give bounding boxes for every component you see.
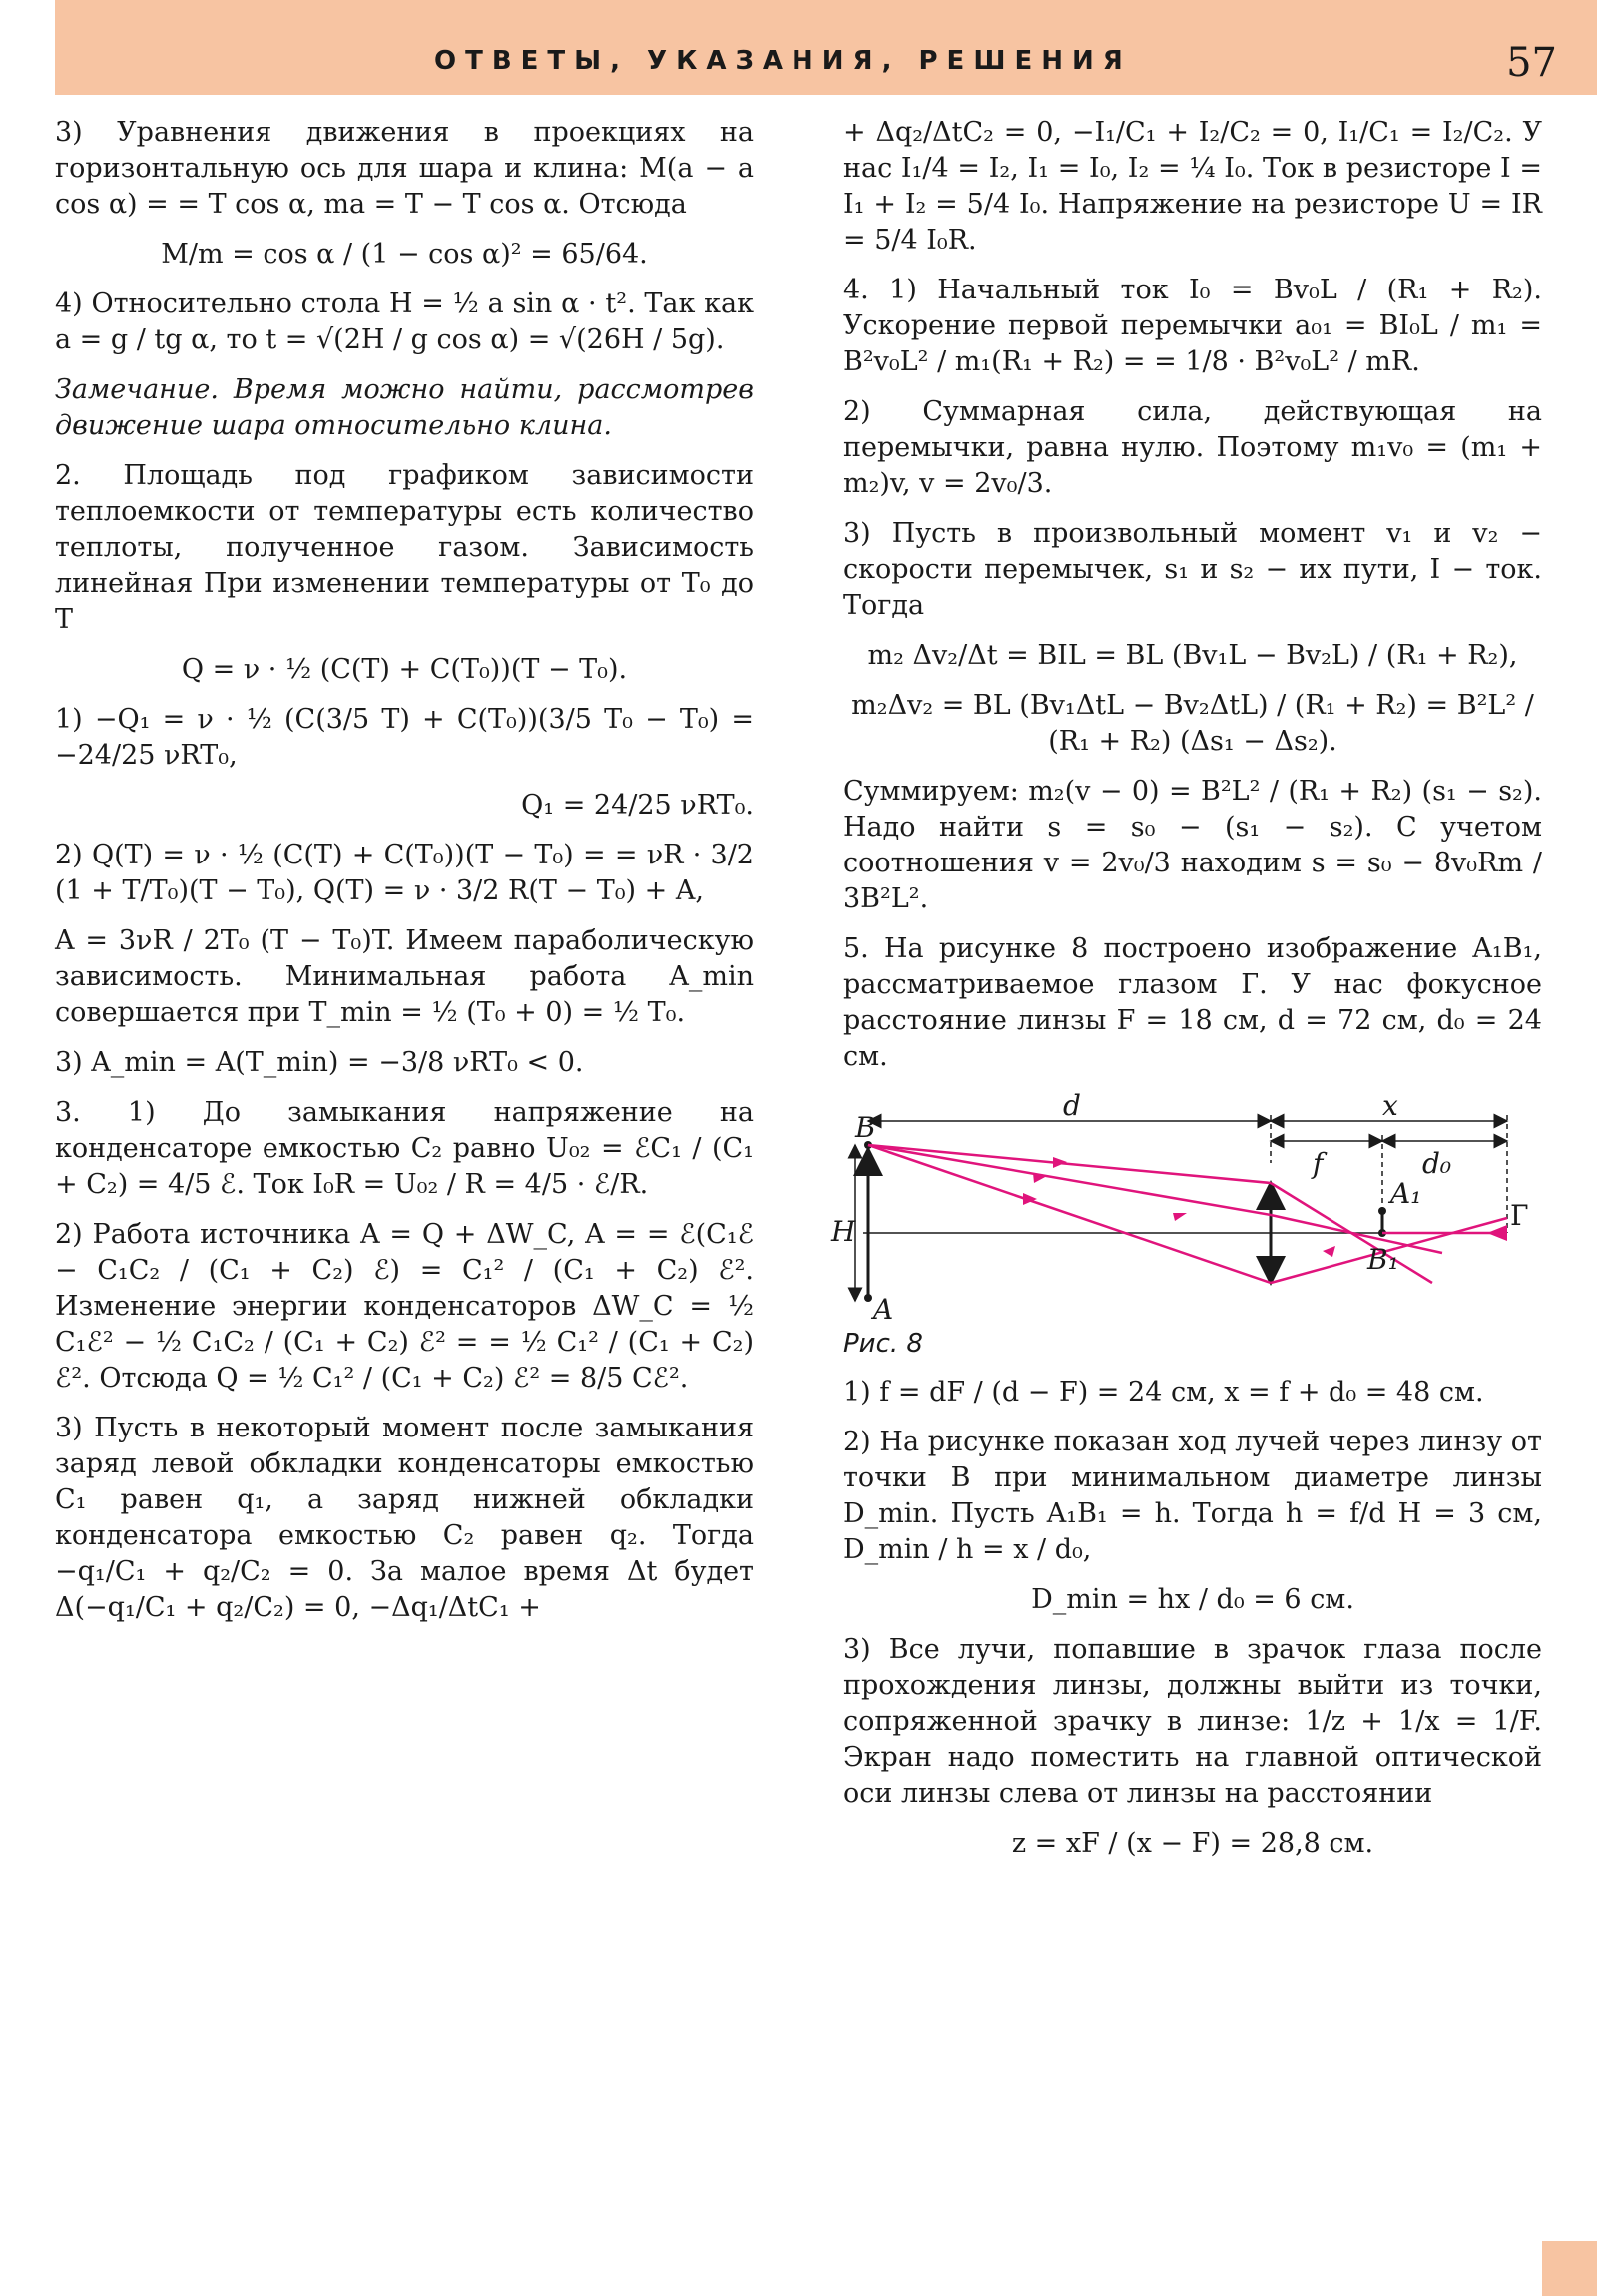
- problem-4-part-3: 3) Пусть в произвольный момент v₁ и v₂ − скорости перемычек, s₁ и s₂ − их пути, I − ток. Тогда: [843, 518, 1542, 621]
- problem-3-part-3: 3) Пусть в некоторый момент после замыкания заряд левой обкладки конденсаторы емкостью C₁ равен q₁, а заряд нижней обкладки конденсатора емкостью C₂ равен q₂. Тогда −q₁/C₁ + q₂/C₂ = 0. За малое время Δt будет Δ(−q₁/C₁ + q₂/C₂) = 0, −Δq₁/ΔtC₁ +: [55, 1413, 754, 1623]
- running-title: ОТВЕТЫ, УКАЗАНИЯ, РЕШЕНИЯ: [434, 46, 1132, 76]
- problem-5-part-2: 2) На рисунке показан ход лучей через линзу от точки B при минимальном диаметре линзы D_min. Пусть A₁B₁ = h. Тогда h = f/d H = 3 см, D_min / h = x / d₀,: [843, 1427, 1542, 1565]
- problem-5-part-1: 1) f = dF / (d − F) = 24 см, x = f + d₀ = 48 см.: [843, 1377, 1484, 1408]
- formula-force: m₂ Δv₂/Δt = BIL = BL (Bv₁L − Bv₂L) / (R₁ + R₂),: [867, 640, 1518, 671]
- remark: Замечание. Время можно найти, рассмотрев движение шара относительно клина.: [55, 374, 754, 441]
- formula-dmin: D_min = hx / d₀ = 6 см.: [1031, 1584, 1354, 1615]
- optics-figure: [831, 1089, 1542, 1326]
- label-f: f: [1313, 1147, 1324, 1180]
- left-column: [55, 115, 754, 1640]
- problem-2-part-2: 2) Q(T) = ν · ½ (C(T) + C(T₀))(T − T₀) = = νR · 3/2 (1 + T/T₀)(T − T₀), Q(T) = ν · 3/2 R(T − T₀) + A,: [55, 840, 754, 906]
- problem-5-part-3: 3) Все лучи, попавшие в зрачок глаза после прохождения линзы, должны выйти из точки, сопряженной зрачку в линзе: 1/z + 1/x = 1/F. Экран надо поместить на главной оптической оси линзы слева от линзы на расстоянии: [843, 1634, 1542, 1809]
- label-x: x: [1382, 1089, 1398, 1122]
- label-d0: d₀: [1422, 1147, 1452, 1180]
- problem-2-part-3: 3) A_min = A(T_min) = −3/8 νRT₀ < 0.: [55, 1047, 584, 1078]
- point-a1: [1378, 1207, 1386, 1215]
- problem-4-sum: Суммируем: m₂(v − 0) = B²L² / (R₁ + R₂) (s₁ − s₂). Надо найти s = s₀ − (s₁ − s₂). С учетом соотношения v = 2v₀/3 находим s = s₀ − 8v₀Rm / 3B²L².: [843, 776, 1542, 914]
- label-a: A: [873, 1293, 894, 1326]
- problem-4-part-2: 2) Суммарная сила, действующая на перемычки, равна нулю. Поэтому m₁v₀ = (m₁ + m₂)v, v = 2v₀/3.: [843, 396, 1542, 499]
- problem-1-part-3: 3) Уравнения движения в проекциях на горизонтальную ось для шара и клина: M(a − a cos α) = = T cos α, ma = T − T cos α. Отсюда: [55, 117, 754, 220]
- formula-momentum: m₂Δv₂ = BL (Bv₁ΔtL − Bv₂ΔtL) / (R₁ + R₂) = B²L² / (R₁ + R₂) (Δs₁ − Δs₂).: [851, 690, 1534, 757]
- ray-arrows: [1023, 1157, 1335, 1257]
- eye-symbol: [1487, 1225, 1507, 1241]
- label-d: d: [1063, 1089, 1081, 1122]
- problem-5-intro: 5. На рисунке 8 построено изображение A₁B₁, рассматриваемое глазом Г. У нас фокусное расстояние линзы F = 18 см, d = 72 см, d₀ = 24 см.: [843, 933, 1542, 1072]
- label-h: H: [831, 1215, 856, 1248]
- point-a: [864, 1294, 872, 1302]
- formula-z: z = xF / (x − F) = 28,8 см.: [1011, 1828, 1374, 1859]
- formula-q1: Q₁ = 24/25 νRT₀.: [521, 790, 754, 821]
- problem-2-intro: 2. Площадь под графиком зависимости теплоемкости от температуры есть количество теплоты, полученное газом. Зависимость линейная При изменении температуры от T₀ до T: [55, 460, 754, 635]
- problem-2-work: A = 3νR / 2T₀ (T − T₀)T. Имеем параболическую зависимость. Минимальная работа A_min совершается при T_min = ½ (T₀ + 0) = ½ T₀.: [55, 925, 754, 1028]
- formula-mass-ratio: M/m = cos α / (1 − cos α)² = 65/64.: [161, 239, 648, 270]
- page-header: [55, 0, 1597, 95]
- label-b: B: [855, 1111, 876, 1144]
- problem-3-continued: + Δq₂/ΔtC₂ = 0, −I₁/C₁ + I₂/C₂ = 0, I₁/C₁ = I₂/C₂. У нас I₁/4 = I₂, I₁ = I₀, I₂ = ¼ I₀. Ток в резисторе I = I₁ + I₂ = 5/4 I₀. Напряжение на резисторе U = IR = 5/4 I₀R.: [843, 117, 1542, 256]
- problem-1-part-4: 4) Относительно стола H = ½ a sin α · t². Так как a = g / tg α, то t = √(2H / g cos α) = √(26H / 5g).: [55, 288, 754, 355]
- problem-3-part-2: 2) Работа источника A = Q + ΔW_C, A = = ℰ(C₁ℰ − C₁C₂ / (C₁ + C₂) ℰ) = C₁² / (C₁ + C₂) ℰ². Изменение энергии конденсаторов ΔW_C = ½ C₁ℰ² − ½ C₁C₂ / (C₁ + C₂) ℰ² = = ½ C₁² / (C₁ + C₂) ℰ². Отсюда Q = ½ C₁² / (C₁ + C₂) ℰ² = 8/5 Cℰ².: [55, 1219, 754, 1394]
- ray-diagram: [831, 1089, 1542, 1326]
- label-eye: Г: [1510, 1199, 1529, 1232]
- page-number: 57: [1506, 40, 1557, 86]
- problem-2-part-1: 1) −Q₁ = ν · ½ (C(3/5 T) + C(T₀))(3/5 T₀ − T₀) = −24/25 νRT₀,: [55, 704, 754, 771]
- problem-3-part-1: 3. 1) До замыкания напряжение на конденсаторе емкостью C₂ равно U₀₂ = ℰC₁ / (C₁ + C₂) = 4/5 ℰ. Ток I₀R = U₀₂ / R = 4/5 · ℰ/R.: [55, 1097, 754, 1200]
- problem-4-part-1: 4. 1) Начальный ток I₀ = Bv₀L / (R₁ + R₂). Ускорение первой перемычки a₀₁ = BI₀L / m₁ = B²v₀L² / m₁(R₁ + R₂) = = 1/8 · B²v₀L² / mR.: [843, 275, 1542, 377]
- figure-caption: Рис. 8: [843, 1329, 923, 1359]
- right-column: [831, 115, 1542, 1876]
- label-b1: B₁: [1367, 1243, 1399, 1276]
- label-a1: A₁: [1390, 1177, 1422, 1210]
- rays: [868, 1145, 1507, 1283]
- formula-heat: Q = ν · ½ (C(T) + C(T₀))(T − T₀).: [181, 654, 628, 685]
- corner-tab: [1542, 2241, 1597, 2296]
